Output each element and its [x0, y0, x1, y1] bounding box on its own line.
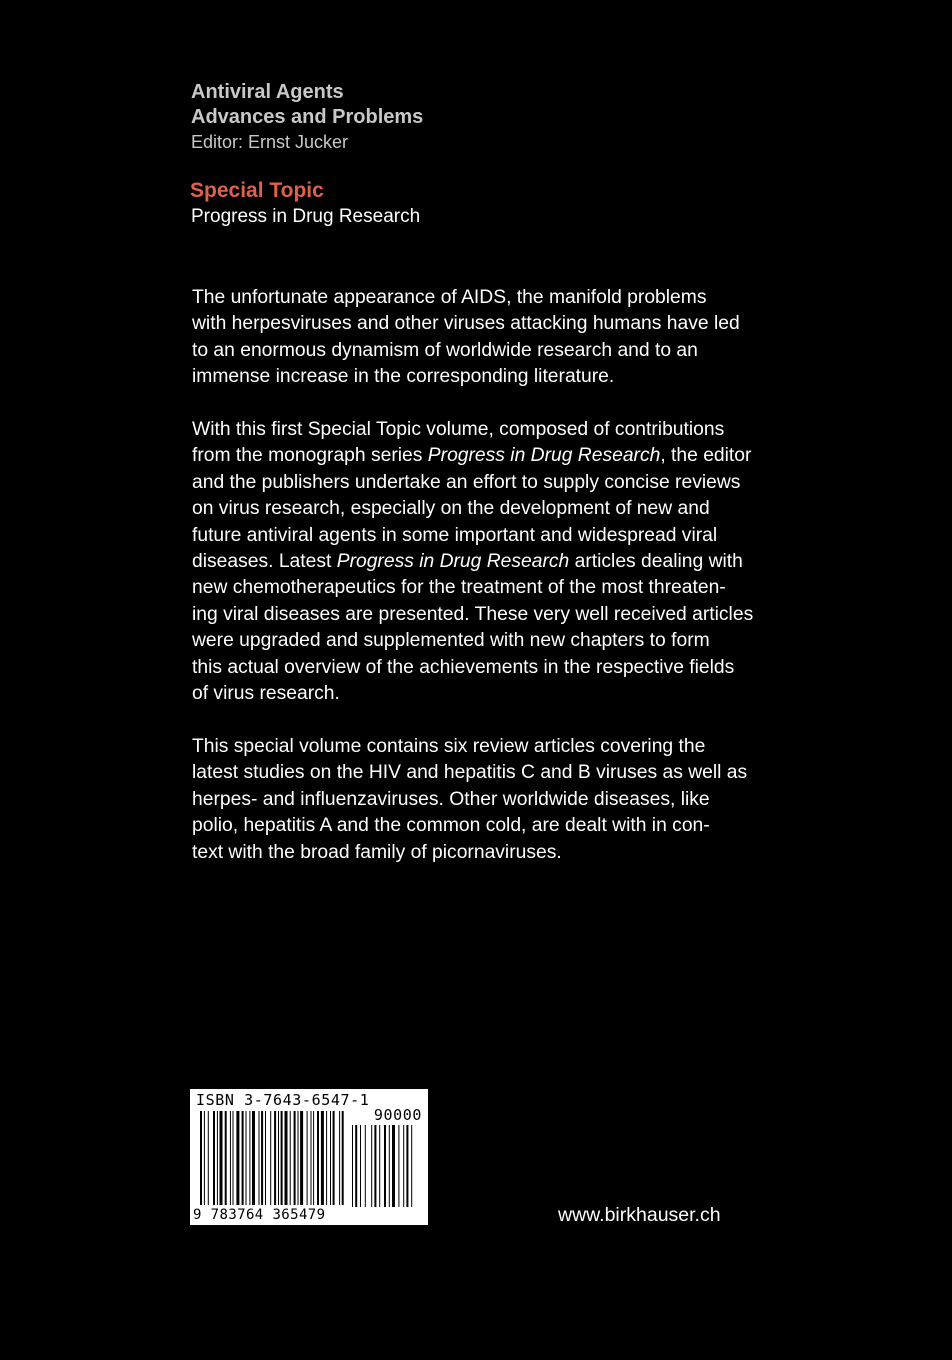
- barcode-bar: [317, 1111, 319, 1205]
- series-name-italic: Progress in Drug Research: [336, 551, 570, 573]
- barcode-bar: [411, 1125, 412, 1207]
- barcode-bar: [220, 1111, 223, 1205]
- barcode-bar: [339, 1111, 340, 1205]
- barcode-bar: [330, 1111, 331, 1205]
- barcode-bar: [217, 1111, 218, 1205]
- barcode-bar: [225, 1111, 227, 1205]
- series-name-italic: Progress in Drug Research: [427, 445, 661, 467]
- text-run: from the monograph series: [192, 445, 428, 467]
- publisher-url: www.birkhauser.ch: [558, 1204, 721, 1226]
- barcode-bar: [233, 1111, 234, 1205]
- text-line: on virus research, especially on the development of new and: [192, 498, 710, 520]
- barcode-bar: [355, 1125, 357, 1207]
- barcode-bar: [204, 1111, 205, 1205]
- barcode-bar: [285, 1111, 288, 1205]
- barcode-bar: [398, 1125, 399, 1207]
- text-line: future antiviral agents in some important and widespread viral: [192, 524, 718, 546]
- isbn-number: ISBN 3-7643-6547-1: [196, 1091, 370, 1109]
- text-line: with herpesviruses and other viruses attacking humans have led: [192, 313, 740, 335]
- text-run: , the editor: [660, 445, 752, 467]
- barcode-bar: [213, 1111, 215, 1205]
- barcode-bar: [365, 1125, 366, 1207]
- text-line: this actual overview of the achievements in the respective fields: [192, 656, 735, 678]
- text-line: This special volume contains six review articles covering the: [192, 736, 706, 757]
- barcode-bar: [294, 1111, 296, 1205]
- barcode-bar: [342, 1111, 344, 1205]
- barcode-bar: [321, 1111, 324, 1205]
- barcode-bar: [311, 1111, 312, 1205]
- barcode-bar: [259, 1111, 260, 1205]
- barcode-bar: [242, 1111, 244, 1205]
- text-line: polio, hepatitis A and the common cold, are dealt with in con-: [192, 815, 710, 837]
- barcode-bar: [261, 1111, 263, 1205]
- barcode-bar: [252, 1111, 255, 1205]
- barcode-bar: [392, 1125, 395, 1207]
- text-line: were upgraded and supplemented with new chapters to form: [192, 630, 710, 652]
- barcode-bar: [270, 1111, 271, 1205]
- cover-header: [191, 80, 791, 155]
- blurb-paragraph-3: [192, 734, 782, 866]
- barcode-bar: [236, 1111, 239, 1205]
- editor-credit: Editor: Ernst Jucker: [191, 132, 349, 152]
- series-title-line-1: Antiviral Agents: [191, 81, 344, 103]
- text-line: The unfortunate appearance of AIDS, the manifold problems: [192, 287, 707, 308]
- text-line: latest studies on the HIV and hepatitis C and B viruses as well as: [192, 762, 748, 784]
- text-run: articles dealing with: [569, 551, 743, 573]
- barcode-bar: [307, 1111, 308, 1205]
- text-line: and the publishers undertake an effort to supply concise reviews: [192, 471, 741, 493]
- barcode-bar: [379, 1125, 380, 1207]
- barcode-bar: [333, 1111, 335, 1205]
- text-line: of virus research.: [192, 683, 340, 705]
- barcode-bar: [290, 1111, 291, 1205]
- barcode-bar: [208, 1111, 209, 1205]
- barcode-bar: [406, 1125, 408, 1207]
- barcode-bar: [374, 1125, 376, 1207]
- barcode-bar: [246, 1111, 247, 1205]
- barcode-bar: [360, 1125, 361, 1207]
- barcode-bar: [403, 1125, 404, 1207]
- text-line: With this first Special Topic volume, composed of contributions: [192, 419, 725, 440]
- barcode-bar: [384, 1125, 386, 1207]
- barcode-bar: [371, 1125, 372, 1207]
- barcode-bar: [300, 1111, 303, 1205]
- barcode-bar: [265, 1111, 266, 1205]
- text-run: diseases. Latest: [192, 551, 337, 573]
- ean-number: 9 783764 365479: [193, 1207, 326, 1223]
- barcode-bar: [313, 1111, 314, 1205]
- series-title-line-2: Advances and Problems: [191, 106, 424, 128]
- text-line: ing viral diseases are presented. These very well received articles: [192, 603, 754, 625]
- special-topic-label: Special Topic: [190, 179, 324, 202]
- barcode-bar: [249, 1111, 250, 1205]
- barcode-bar: [326, 1111, 327, 1205]
- blurb-paragraph-2: [192, 417, 782, 707]
- text-line: [192, 549, 782, 575]
- barcode-bar: [278, 1111, 279, 1205]
- barcode-bar: [389, 1125, 390, 1207]
- special-topic-subtitle: Progress in Drug Research: [191, 206, 421, 227]
- barcode-bar: [230, 1111, 231, 1205]
- blurb-paragraph-1: [192, 285, 782, 391]
- barcode-bar: [352, 1125, 353, 1207]
- barcode-bar: [298, 1111, 299, 1205]
- isbn-barcode: [190, 1089, 428, 1225]
- text-line: text with the broad family of picornaviruses.: [192, 841, 562, 863]
- text-line: herpes- and influenzaviruses. Other worldwide diseases, like: [192, 788, 710, 810]
- barcode-bar: [274, 1111, 276, 1205]
- price-addon-code: 90000: [373, 1106, 422, 1124]
- text-line: immense increase in the corresponding literature.: [192, 366, 615, 388]
- text-line: to an enormous dynamism of worldwide research and to an: [192, 339, 698, 361]
- barcode-bar: [200, 1111, 202, 1205]
- barcode-bar: [281, 1111, 283, 1205]
- text-line: new chemotherapeutics for the treatment of the most threaten-: [192, 577, 726, 599]
- text-line: [192, 443, 782, 469]
